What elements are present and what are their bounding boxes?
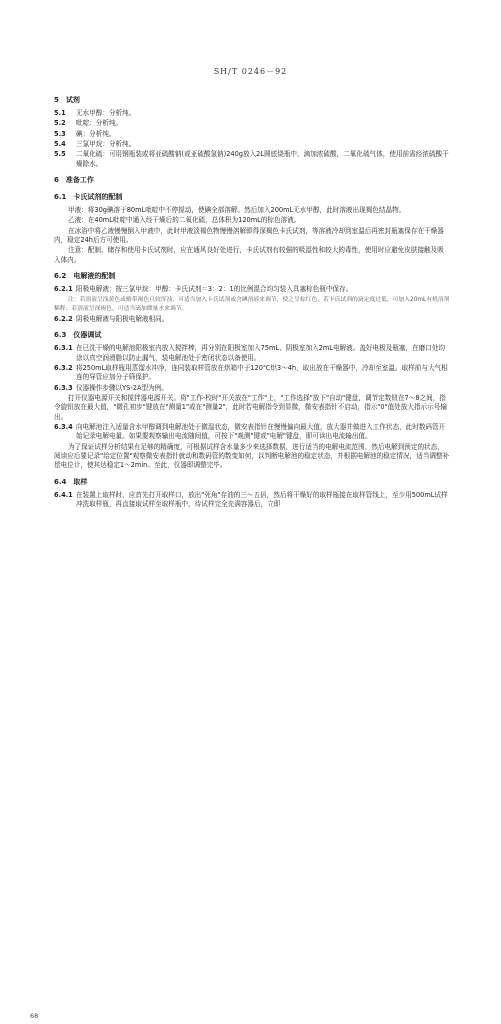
clause-number: 5.2 [54, 119, 66, 128]
clause-item [54, 150, 450, 169]
paragraph: 注意：配制、储存和使用卡氏试剂时，应在通风良好处进行，卡氏试剂有较强的吸湿性和较大的毒性，使用时应避免皮肤接触及吸入体内。 [54, 246, 444, 264]
clause-number: 5.5 [54, 150, 66, 159]
page-header: SH/T 0246－92 [213, 67, 288, 76]
section-title: 试剂 [65, 96, 80, 104]
clause-text: 三氯甲烷：分析纯。 [76, 140, 136, 149]
clause-number: 5.1 [54, 108, 66, 117]
clause-item [54, 423, 450, 442]
clause-number: 6.3.4 [54, 423, 73, 432]
clause-text: 在已洗干燥的电解池阳极室内放入搅拌棒，再分别在阳极室加入75mL、阴极室加入2mL电解液。盖好电极及瓶塞，在磨口处均涂以真空润滑脂以防止漏气，装电解池处于密闭状态以备使用。 [76, 344, 446, 362]
section-title: 仪器调试 [73, 331, 102, 340]
document-body [54, 96, 450, 510]
clause-text: 二氧化硫：可用钢瓶装或将亚硫酸钠(或亚硫酸氢钠)240g放入2L圆底烧瓶中，滴加浓硫酸，二氧化硫气体，使用前需经浓硫酸干燥除水。 [76, 150, 449, 168]
clause-text: 阳极电解液：按三氯甲烷：甲醇：卡氏试剂＝3：2：1的比例混合均匀装入具塞棕色瓶中保存。 [76, 285, 353, 294]
section-heading [54, 176, 450, 186]
section-number: 6.4 [54, 477, 67, 486]
clause-item [54, 491, 450, 510]
clause-number: 6.3.1 [54, 344, 73, 353]
clause-text: 向电解池注入适量含水甲醇调到电解池处于微湿状态，微安表指针在慢慢偏向最大值，放大器并做进入工作状态，此时数码管开始记录电解电量。如果要观察输出电流随间值，可按下"观测"键或"电解"键盘，即可读出电流输出值。 [76, 423, 446, 441]
paragraph: 甲液：将30g碘溶于80mL吡啶中不停搅动，使碘全部溶解。然后加入200mL无水甲醇，此时溶液出现褐色结晶物。 [68, 205, 406, 214]
section-heading [54, 96, 450, 106]
clause-number: 6.3.3 [54, 383, 73, 392]
clause-number: 6.4.1 [54, 490, 73, 499]
clause-item [54, 364, 450, 383]
clause-number: 6.3.2 [54, 363, 73, 372]
section-title: 取样 [73, 477, 88, 486]
clause-text: 阴极电解液与阳极电解液相同。 [76, 314, 169, 323]
clause-item [54, 315, 450, 324]
clause-text: 碘：分析纯。 [76, 129, 116, 138]
clause-item [54, 344, 450, 363]
section-heading [54, 272, 450, 282]
section-heading [54, 331, 450, 341]
section-title: 卡氏试剂的配制 [73, 193, 123, 202]
clause-text: 将250mL取样瓶用蒸馏水冲净，连同装取样管放在烘箱中于120℃烘3～4h，取出放在干燥器中，冷却至室温。取样前与大气相连的导管应加分子筛保护。 [76, 363, 448, 382]
section-title: 电解液的配制 [73, 272, 116, 281]
clause-item [54, 130, 450, 139]
section-number: 6 [54, 176, 59, 185]
clause-item [54, 384, 450, 393]
clause-text: 无水甲醇：分析纯。 [76, 108, 136, 117]
clause-item [54, 285, 450, 294]
paragraph: 在冰浴中将乙液慢慢倒入甲液中，此时甲液淡褐色物慢慢溶解即得深褐色卡氏试剂，等溶液冷却到室温后再密封瓶塞保存在干燥器内，稳定24h后方可使用。 [54, 226, 444, 245]
clause-text: 吡啶：分析纯。 [76, 119, 123, 128]
clause-item [54, 140, 450, 149]
section-heading [54, 478, 450, 488]
section-number: 6.2 [54, 272, 67, 281]
paragraph: 乙液：在40mL吡啶中通入经干燥后的二氧化硫，总体积为120mL的棕色溶液。 [68, 216, 301, 225]
clause-number: 5.4 [54, 140, 66, 149]
clause-item [54, 119, 450, 128]
paragraph: 打开仪器电源开关和搅拌器电源开关。将"工作-校时"开关放在"工作"上，"工作选择"放下"自动"键盘，调节定数钮在7～8之间，指令旋钮放在最大值，"微孔初步"键放在"测量1"或在"测量2"，此时若电解指令到显微，微安表指针不启动，指示"0"值处放大指示示号输出。 [54, 393, 447, 421]
paragraph: 为了保证试样分析结果有足够的精确度，可根据试样含水量多少来选择数据，进行适当的电解电流范围，然后电解到预定的状态，阅读应后要记录"给定位置"观察微安表指针就动和数码管的数变如何，以判断电解池的稳定状态，并根据电解池的稳定情况，适当调整补偿电位计，使其达稳定1～2min。至此，仪器即调整完毕。 [54, 442, 450, 470]
section-title: 准备工作 [65, 176, 94, 185]
note: 注：若溶液呈浅黄色或略带褐色且较浑浊，可适当加入卡氏试剂或含碘溶液来调节，使之呈棕红色。若卡氏试剂的滴定度过低，可加入20mL有机溶剂稀释；若溶液呈深褐色，可适当滴加微量水来调节。 [54, 297, 450, 312]
clause-text: 仪器操作步骤以YS-2A型为例。 [76, 383, 168, 392]
section-number: 5 [54, 96, 59, 104]
clause-item [54, 109, 450, 118]
clause-number: 6.2.2 [54, 314, 73, 323]
clause-text: 在装置上取样时，应首先打开取样口，放出"死角"存油的三～五倍，然后将干燥好的取样瓶接在取样管线上，至少用500mL试样冲洗取样瓶，再直接取试样至取样瓶中，待试样完全充满容器后，立即 [76, 490, 448, 509]
section-heading [54, 193, 450, 203]
section-number: 6.3 [54, 331, 67, 340]
clause-number: 6.2.1 [54, 285, 73, 294]
page-number: 68 [30, 1012, 39, 1020]
clause-number: 5.3 [54, 129, 66, 138]
section-number: 6.1 [54, 193, 67, 202]
